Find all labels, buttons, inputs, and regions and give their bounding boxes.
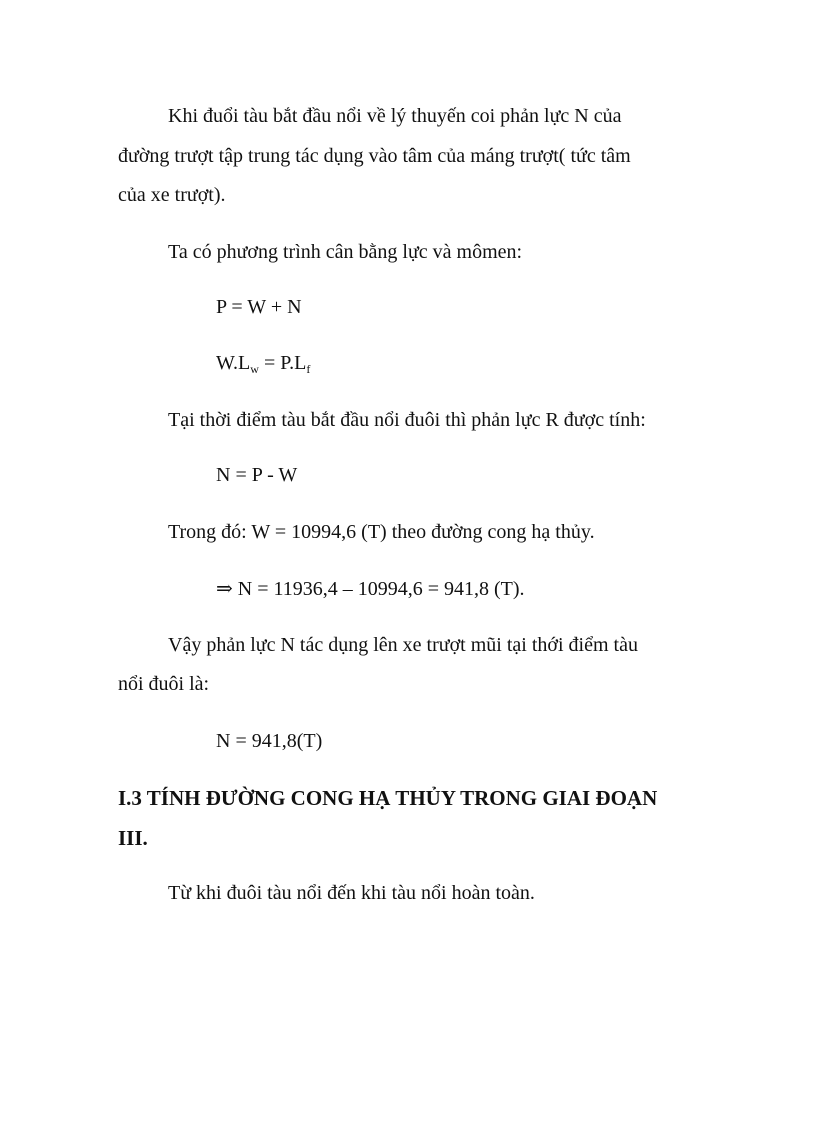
paragraph-1-line-2: đường trượt tập trung tác dụng vào tâm của máng trượt( tức tâm [118,145,631,167]
reaction-intro: Tại thời điểm tàu bắt đầu nổi đuôi thì phản lực R được tính: [168,409,646,431]
equation-reaction: N = P - W [216,464,298,486]
equation-moment-left-subscript: w [250,362,259,376]
paragraph-1-line-3: của xe trượt). [118,184,226,206]
equation-moment-balance [216,351,310,375]
section-heading-line-2: III. [118,826,148,850]
equations-intro: Ta có phương trình cân bằng lực và mômen: [168,241,523,263]
section-heading-line-1: I.3 TÍNH ĐƯỜNG CONG HẠ THỦY TRONG GIAI ĐOẠN [118,786,658,810]
paragraph-1-line-1: Khi đuổi tàu bắt đầu nổi về lý thuyến coi phản lực N của [168,105,622,127]
conclusion-line-1: Vậy phản lực N tác dụng lên xe trượt mũi tại thới điểm tàu [168,634,638,656]
conclusion-line-2: nổi đuôi là: [118,673,210,695]
equation-moment-left: W.L [216,352,251,374]
equation-moment-middle: = P.L [258,352,307,374]
calculation-line: ⇒ N = 11936,4 – 10994,6 = 941,8 (T). [216,578,525,600]
equation-moment-right-subscript: f [306,362,311,376]
equation-force-balance: P = W + N [216,296,302,318]
where-line: Trong đó: W = 10994,6 (T) theo đường cong hạ thủy. [168,521,595,543]
final-line: Từ khi đuôi tàu nổi đến khi tàu nổi hoàn toàn. [168,882,535,904]
result-line: N = 941,8(T) [216,730,323,752]
